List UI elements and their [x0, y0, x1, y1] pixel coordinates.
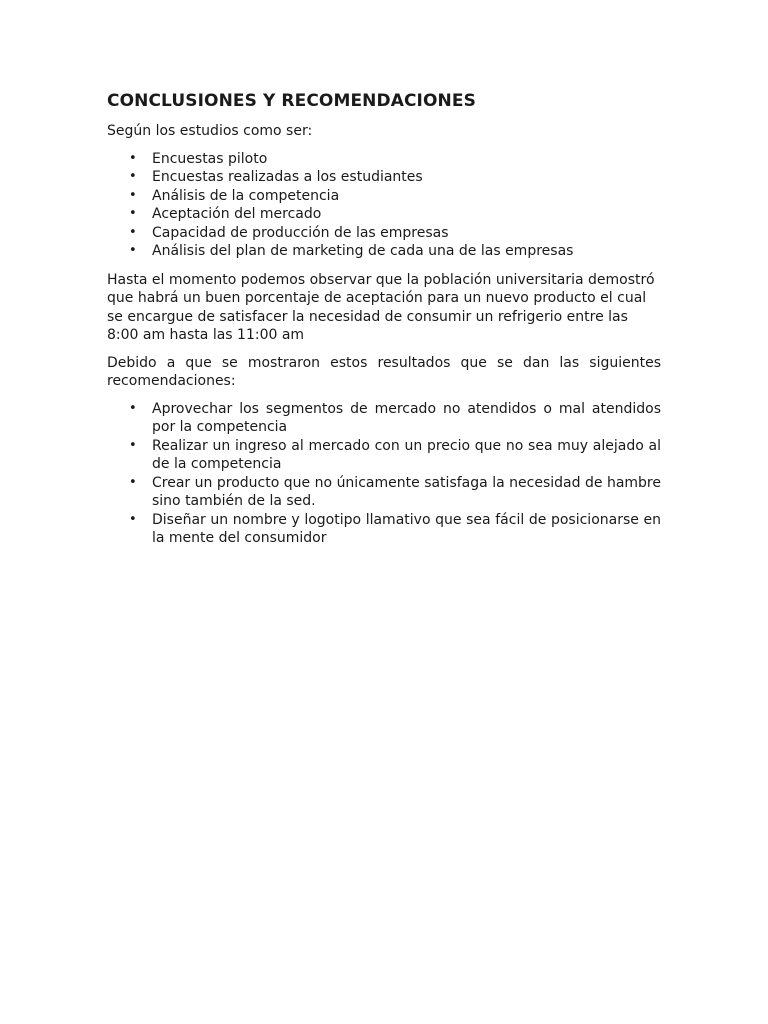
- bullet-icon: •: [129, 187, 137, 203]
- bullet-icon: •: [129, 474, 137, 490]
- recommendations-list: [107, 400, 661, 548]
- list-item-text: Encuestas piloto: [152, 150, 268, 167]
- list-item-text: Análisis de la competencia: [152, 187, 340, 204]
- list-item-text: Aprovechar los segmentos de mercado no atendidos o mal atendidos por la competencia: [152, 400, 661, 435]
- document-title: CONCLUSIONES Y RECOMENDACIONES: [107, 91, 476, 111]
- list-item-text: Capacidad de producción de las empresas: [152, 224, 449, 241]
- bullet-icon: •: [129, 400, 137, 416]
- bullet-icon: •: [129, 224, 137, 240]
- bullet-icon: •: [129, 206, 137, 221]
- list-item: [107, 400, 661, 437]
- list-item: [107, 187, 661, 206]
- list-item-text: Aceptación del mercado: [152, 206, 322, 222]
- list-item-text: Crear un producto que no únicamente satisfaga la necesidad de hambre sino también de la sed.: [152, 474, 661, 509]
- list-item-text: Realizar un ingreso al mercado con un precio que no sea muy alejado al de la competencia: [152, 437, 661, 472]
- list-item: [107, 205, 661, 224]
- bullet-icon: •: [129, 511, 137, 527]
- document-page: [107, 90, 661, 558]
- list-item: [107, 474, 661, 511]
- bullet-icon: •: [129, 169, 137, 184]
- bullet-icon: •: [129, 437, 137, 453]
- results-paragraph: Debido a que se mostraron estos resultados que se dan las siguientes recomendaciones:: [107, 354, 661, 389]
- list-item-text: Diseñar un nombre y logotipo llamativo que sea fácil de posicionarse en la mente del consumidor: [152, 511, 661, 546]
- studies-list: [107, 150, 661, 261]
- observation-paragraph: Hasta el momento podemos observar que la población universitaria demostró que habrá un buen porcentaje de aceptación para un nuevo producto el cual se encargue de satisfacer la necesidad de consumir un refrigerio entre las 8:00 am hasta las 11:00 am: [107, 271, 655, 343]
- list-item: [107, 242, 661, 261]
- list-item-text: Análisis del plan de marketing de cada una de las empresas: [152, 243, 574, 259]
- list-item: [107, 437, 661, 474]
- bullet-icon: •: [129, 150, 137, 166]
- intro-text: Según los estudios como ser:: [107, 123, 313, 139]
- list-item: [107, 224, 661, 243]
- list-item-text: Encuestas realizadas a los estudiantes: [152, 169, 423, 185]
- list-item: [107, 150, 661, 169]
- bullet-icon: •: [129, 243, 137, 258]
- list-item: [107, 168, 661, 187]
- list-item: [107, 511, 661, 548]
